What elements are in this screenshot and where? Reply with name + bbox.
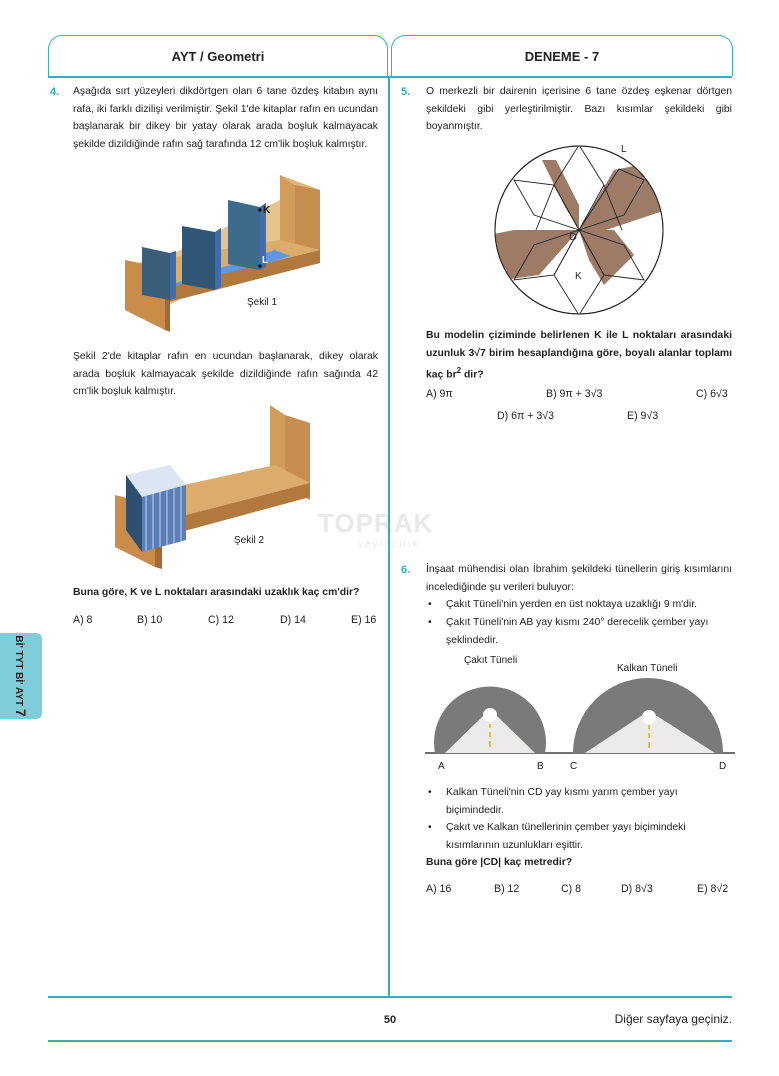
q6-point-d: D bbox=[719, 761, 727, 772]
q6-option-a[interactable]: A) 16 bbox=[426, 883, 452, 895]
q5-question: Bu modelin çiziminde belirlenen K ile L noktaları arasındaki uzunluk 3√7 birim hesaplandığına göre, boyalı alanlar toplamı kaç $br^2$ dir? bbox=[426, 330, 732, 381]
q4-number: 4. bbox=[50, 86, 60, 98]
q6-tunnel1-label: Çakıt Tüneli bbox=[464, 655, 518, 666]
footer-divider bbox=[48, 996, 732, 998]
watermark-brand: TOPRAK bbox=[318, 508, 434, 538]
footer-bottom-line bbox=[48, 1040, 732, 1042]
side-tab-number: 7 bbox=[13, 708, 29, 717]
q4-question: Buna göre, K ve L noktaları arasındaki uzaklık kaç cm'dir? bbox=[73, 587, 360, 598]
watermark-logo bbox=[318, 508, 468, 568]
q6-tunnel2-label: Kalkan Tüneli bbox=[617, 663, 678, 674]
q6-bullet-1: • Çakıt Tüneli'nin yerden en üst noktaya uzaklığı 9 m'dir. bbox=[446, 596, 732, 614]
q6-option-e[interactable]: E) 8√2 bbox=[697, 883, 729, 895]
q6-intro: İnşaat mühendisi olan İbrahim şekildeki tünellerin giriş kısımlarını incelediğinde şu verileri buluyor: bbox=[426, 564, 732, 593]
q4-figure1-label: Şekil 1 bbox=[247, 297, 278, 308]
q6-question: Buna göre |CD| kaç metredir? bbox=[426, 857, 573, 868]
q5-option-e[interactable]: E) 9√3 bbox=[627, 410, 659, 422]
shelf-figure-1 bbox=[120, 170, 330, 340]
q5-point-o: O bbox=[569, 232, 577, 243]
exam-title: DENEME - 7 bbox=[524, 48, 600, 64]
exam-header bbox=[391, 35, 733, 76]
subject-title: AYT / Geometri bbox=[171, 48, 265, 64]
watermark-sub: yayıncılık bbox=[358, 539, 420, 550]
q5-number: 5. bbox=[401, 86, 411, 98]
q6-point-b: B bbox=[537, 761, 544, 772]
subject-header bbox=[48, 35, 388, 76]
page-number: 50 bbox=[383, 1014, 397, 1026]
q5-option-a[interactable]: A) 9π bbox=[426, 388, 453, 400]
q5-point-k: K bbox=[575, 271, 582, 282]
q5-intro: O merkezli bir dairenin içerisine 6 tane özdeş eşkenar dörtgen şekildeki gibi yerleştirilmiştir. Bazı kısımlar şekildeki gibi boyanmıştır. bbox=[426, 86, 732, 133]
circle-rhombus-figure bbox=[494, 155, 664, 305]
side-tab bbox=[0, 633, 42, 719]
q4-mid-text: Şekil 2'de kitaplar rafın en ucundan başlanarak, dikey olarak arada boşluk kalmayacak şekilde dizildiğinde rafın sağında 42 cm'lik boşluk kalmıştır. bbox=[73, 351, 378, 398]
q6-option-b[interactable]: B) 12 bbox=[494, 883, 520, 895]
q5-point-l: L bbox=[621, 144, 627, 155]
q4-point-l: L bbox=[262, 255, 269, 266]
q6-option-d[interactable]: D) 8√3 bbox=[621, 883, 653, 895]
q4-point-k: K bbox=[263, 205, 271, 216]
q5-option-b[interactable]: B) 9π + 3√3 bbox=[546, 388, 603, 400]
shelf-figure-2 bbox=[110, 405, 320, 575]
q4-option-a[interactable]: A) 8 bbox=[73, 614, 93, 626]
q5-option-c[interactable]: C) 6√3 bbox=[696, 388, 728, 400]
q6-bullet-2: • Çakıt Tüneli'nin AB yay kısmı 240° derecelik çember yayı şeklindedir. bbox=[446, 614, 732, 649]
q4-option-b[interactable]: B) 10 bbox=[137, 614, 163, 626]
q4-figure2-label: Şekil 2 bbox=[234, 535, 265, 546]
q6-option-c[interactable]: C) 8 bbox=[561, 883, 582, 895]
side-tab-label: Bİ' TYT Bİ' AYT bbox=[13, 635, 24, 707]
next-page-note: Diğer sayfaya geçiniz. bbox=[614, 1012, 732, 1026]
q6-point-c: C bbox=[570, 761, 578, 772]
q4-option-d[interactable]: D) 14 bbox=[280, 614, 306, 626]
q6-number: 6. bbox=[401, 564, 411, 576]
q4-option-e[interactable]: E) 16 bbox=[351, 614, 377, 626]
q6-bullet-3: • Kalkan Tüneli'nin CD yay kısmı yarım çember yayı biçimindedir. bbox=[446, 784, 732, 819]
q6-bullet-4: • Çakıt ve Kalkan tünellerinin çember yayı biçimindeki kısımlarının uzunlukları eşittir. bbox=[446, 819, 732, 854]
tunnels-figure bbox=[425, 670, 735, 760]
header-divider bbox=[48, 76, 732, 78]
q6-point-a: A bbox=[438, 761, 445, 772]
q4-intro: Aşağıda sırt yüzeyleri dikdörtgen olan 6 tane özdeş kitabın aynı rafa, iki farklı dizilişi verilmiştir. Şekil 1'de kitaplar rafın en ucundan başlanarak bir dikey bir yatay olarak arada boşluk kalmayacak şekilde dizildiğinde rafın sağ tarafında 12 cm'lik boşluk kalmıştır. bbox=[73, 86, 378, 150]
q5-option-d[interactable]: D) 6π + 3√3 bbox=[497, 410, 554, 422]
q4-option-c[interactable]: C) 12 bbox=[208, 614, 234, 626]
